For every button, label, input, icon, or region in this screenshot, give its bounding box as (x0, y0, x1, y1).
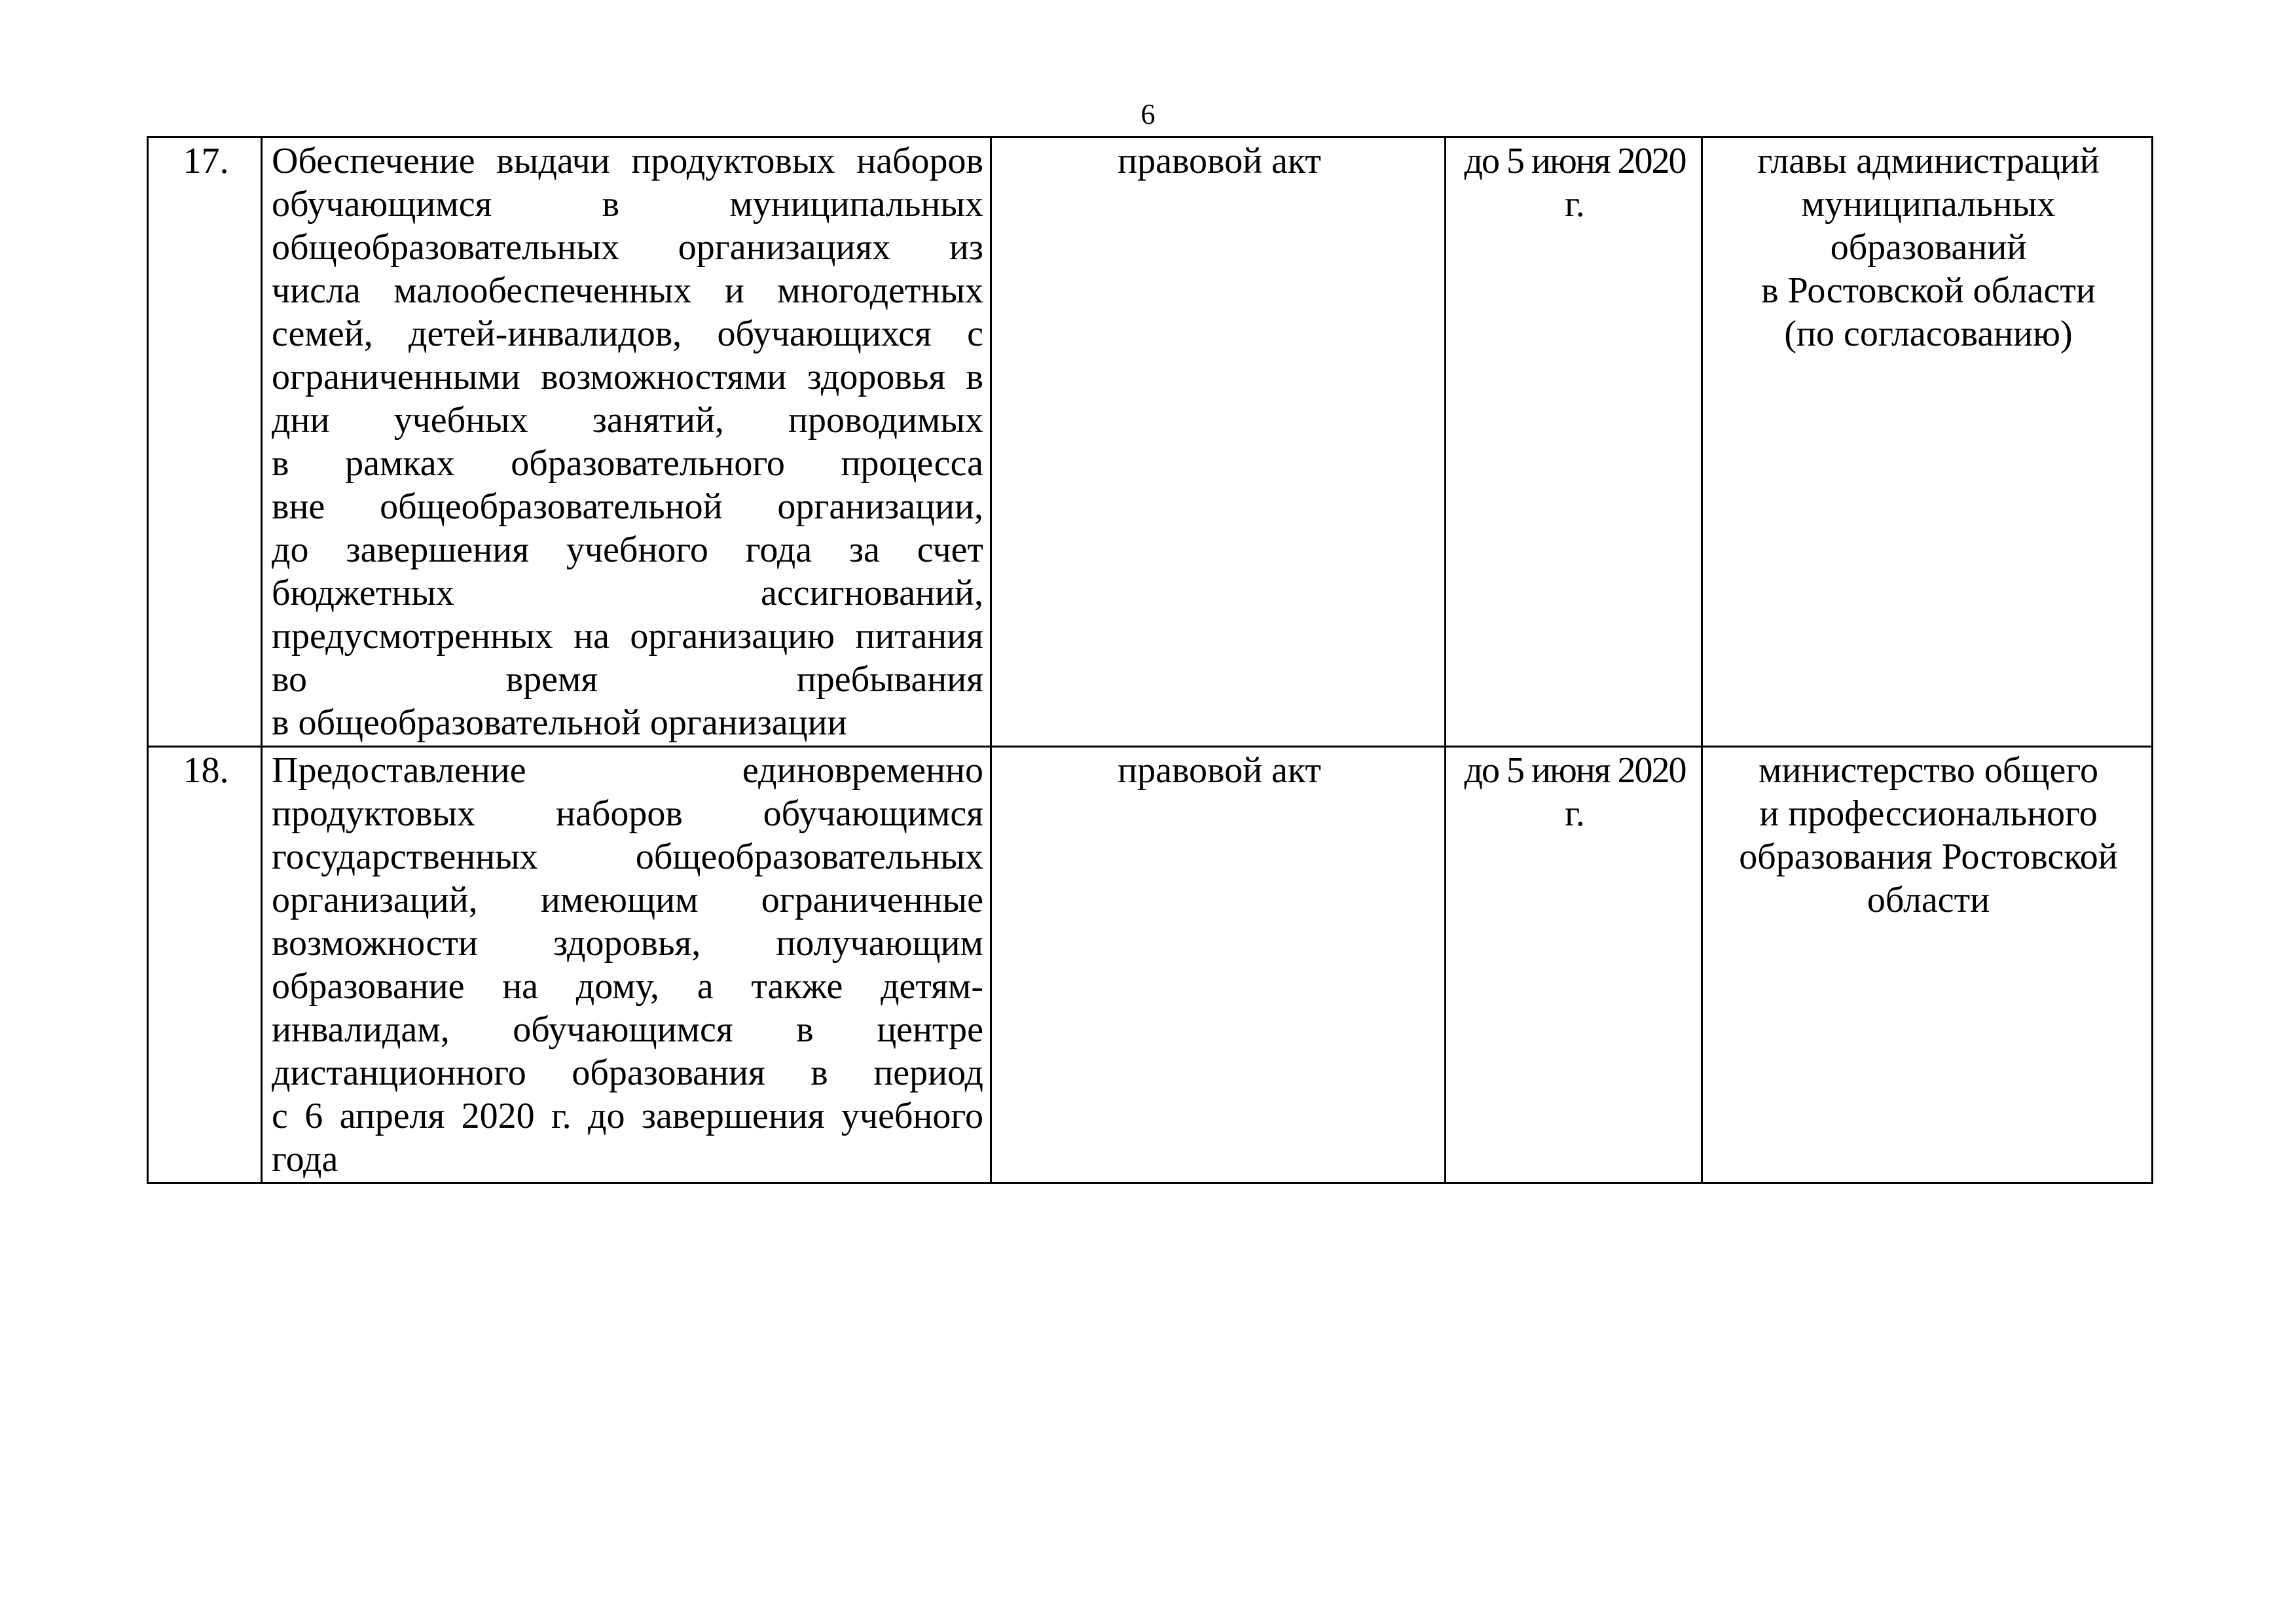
deadline-line: до 5 июня 2020 (1464, 750, 1686, 791)
description-line: инвалидам, обучающимся в центре (272, 1009, 983, 1050)
responsible-party (1702, 747, 2153, 1183)
deadline-line: г. (1565, 793, 1585, 834)
responsible-line: и профессионального (1759, 793, 2098, 834)
description-line: семей, детей-инвалидов, обучающихся с (272, 314, 983, 354)
description-line: возможности здоровья, получающим (272, 923, 983, 964)
description-line: Предоставление единовременно (272, 750, 983, 791)
description-line: ограниченными возможностями здоровья в (272, 357, 983, 397)
description-line: образование на дому, а также детям- (272, 966, 983, 1007)
measure-description (262, 747, 991, 1183)
description-line: обучающимся в муниципальных (272, 184, 983, 225)
description-line: в рамках образовательного процесса (272, 443, 983, 484)
description-line: с 6 апреля 2020 г. до завершения учебного (272, 1096, 983, 1136)
deadline (1446, 137, 1702, 747)
responsible-line: (по согласованию) (1784, 314, 2073, 354)
deadline (1446, 747, 1702, 1183)
row-number: 18. (148, 747, 262, 1183)
responsible-party (1702, 137, 2153, 747)
description-line: дистанционного образования в период (272, 1053, 983, 1093)
description-line: Обеспечение выдачи продуктовых наборов (272, 141, 983, 181)
deadline-line: г. (1565, 184, 1585, 225)
description-line: общеобразовательных организациях из (272, 227, 983, 268)
description-line: вне общеобразовательной организации, (272, 486, 983, 527)
row-number: 17. (148, 137, 262, 747)
description-line: продуктовых наборов обучающимся (272, 793, 983, 834)
document-type: правовой акт (991, 747, 1446, 1183)
responsible-line: министерство общего (1758, 750, 2098, 791)
measure-description (262, 137, 991, 747)
description-line: до завершения учебного года за счет (272, 530, 983, 570)
page-number: 6 (1140, 98, 1156, 130)
responsible-line: образований (1830, 227, 2027, 268)
table-row (148, 747, 2153, 1183)
description-line: организаций, имеющим ограниченные (272, 880, 983, 920)
description-line: дни учебных занятий, проводимых (272, 400, 983, 441)
description-line: числа малообеспеченных и многодетных (272, 270, 983, 311)
responsible-line: в Ростовской области (1761, 270, 2096, 311)
description-line: года (272, 1139, 338, 1180)
description-line: предусмотренных на организацию питания (272, 616, 983, 657)
measures-table (147, 136, 2153, 1184)
description-line: бюджетных ассигнований, (272, 573, 983, 613)
responsible-line: образования Ростовской (1739, 837, 2118, 877)
description-line: в общеобразовательной организации (272, 702, 847, 743)
responsible-line: области (1867, 880, 1990, 920)
table-row (148, 137, 2153, 747)
description-line: во время пребывания (272, 659, 983, 700)
deadline-line: до 5 июня 2020 (1464, 141, 1686, 181)
responsible-line: главы администраций (1757, 141, 2100, 181)
document-type: правовой акт (991, 137, 1446, 747)
description-line: государственных общеобразовательных (272, 837, 983, 877)
responsible-line: муниципальных (1801, 184, 2056, 225)
